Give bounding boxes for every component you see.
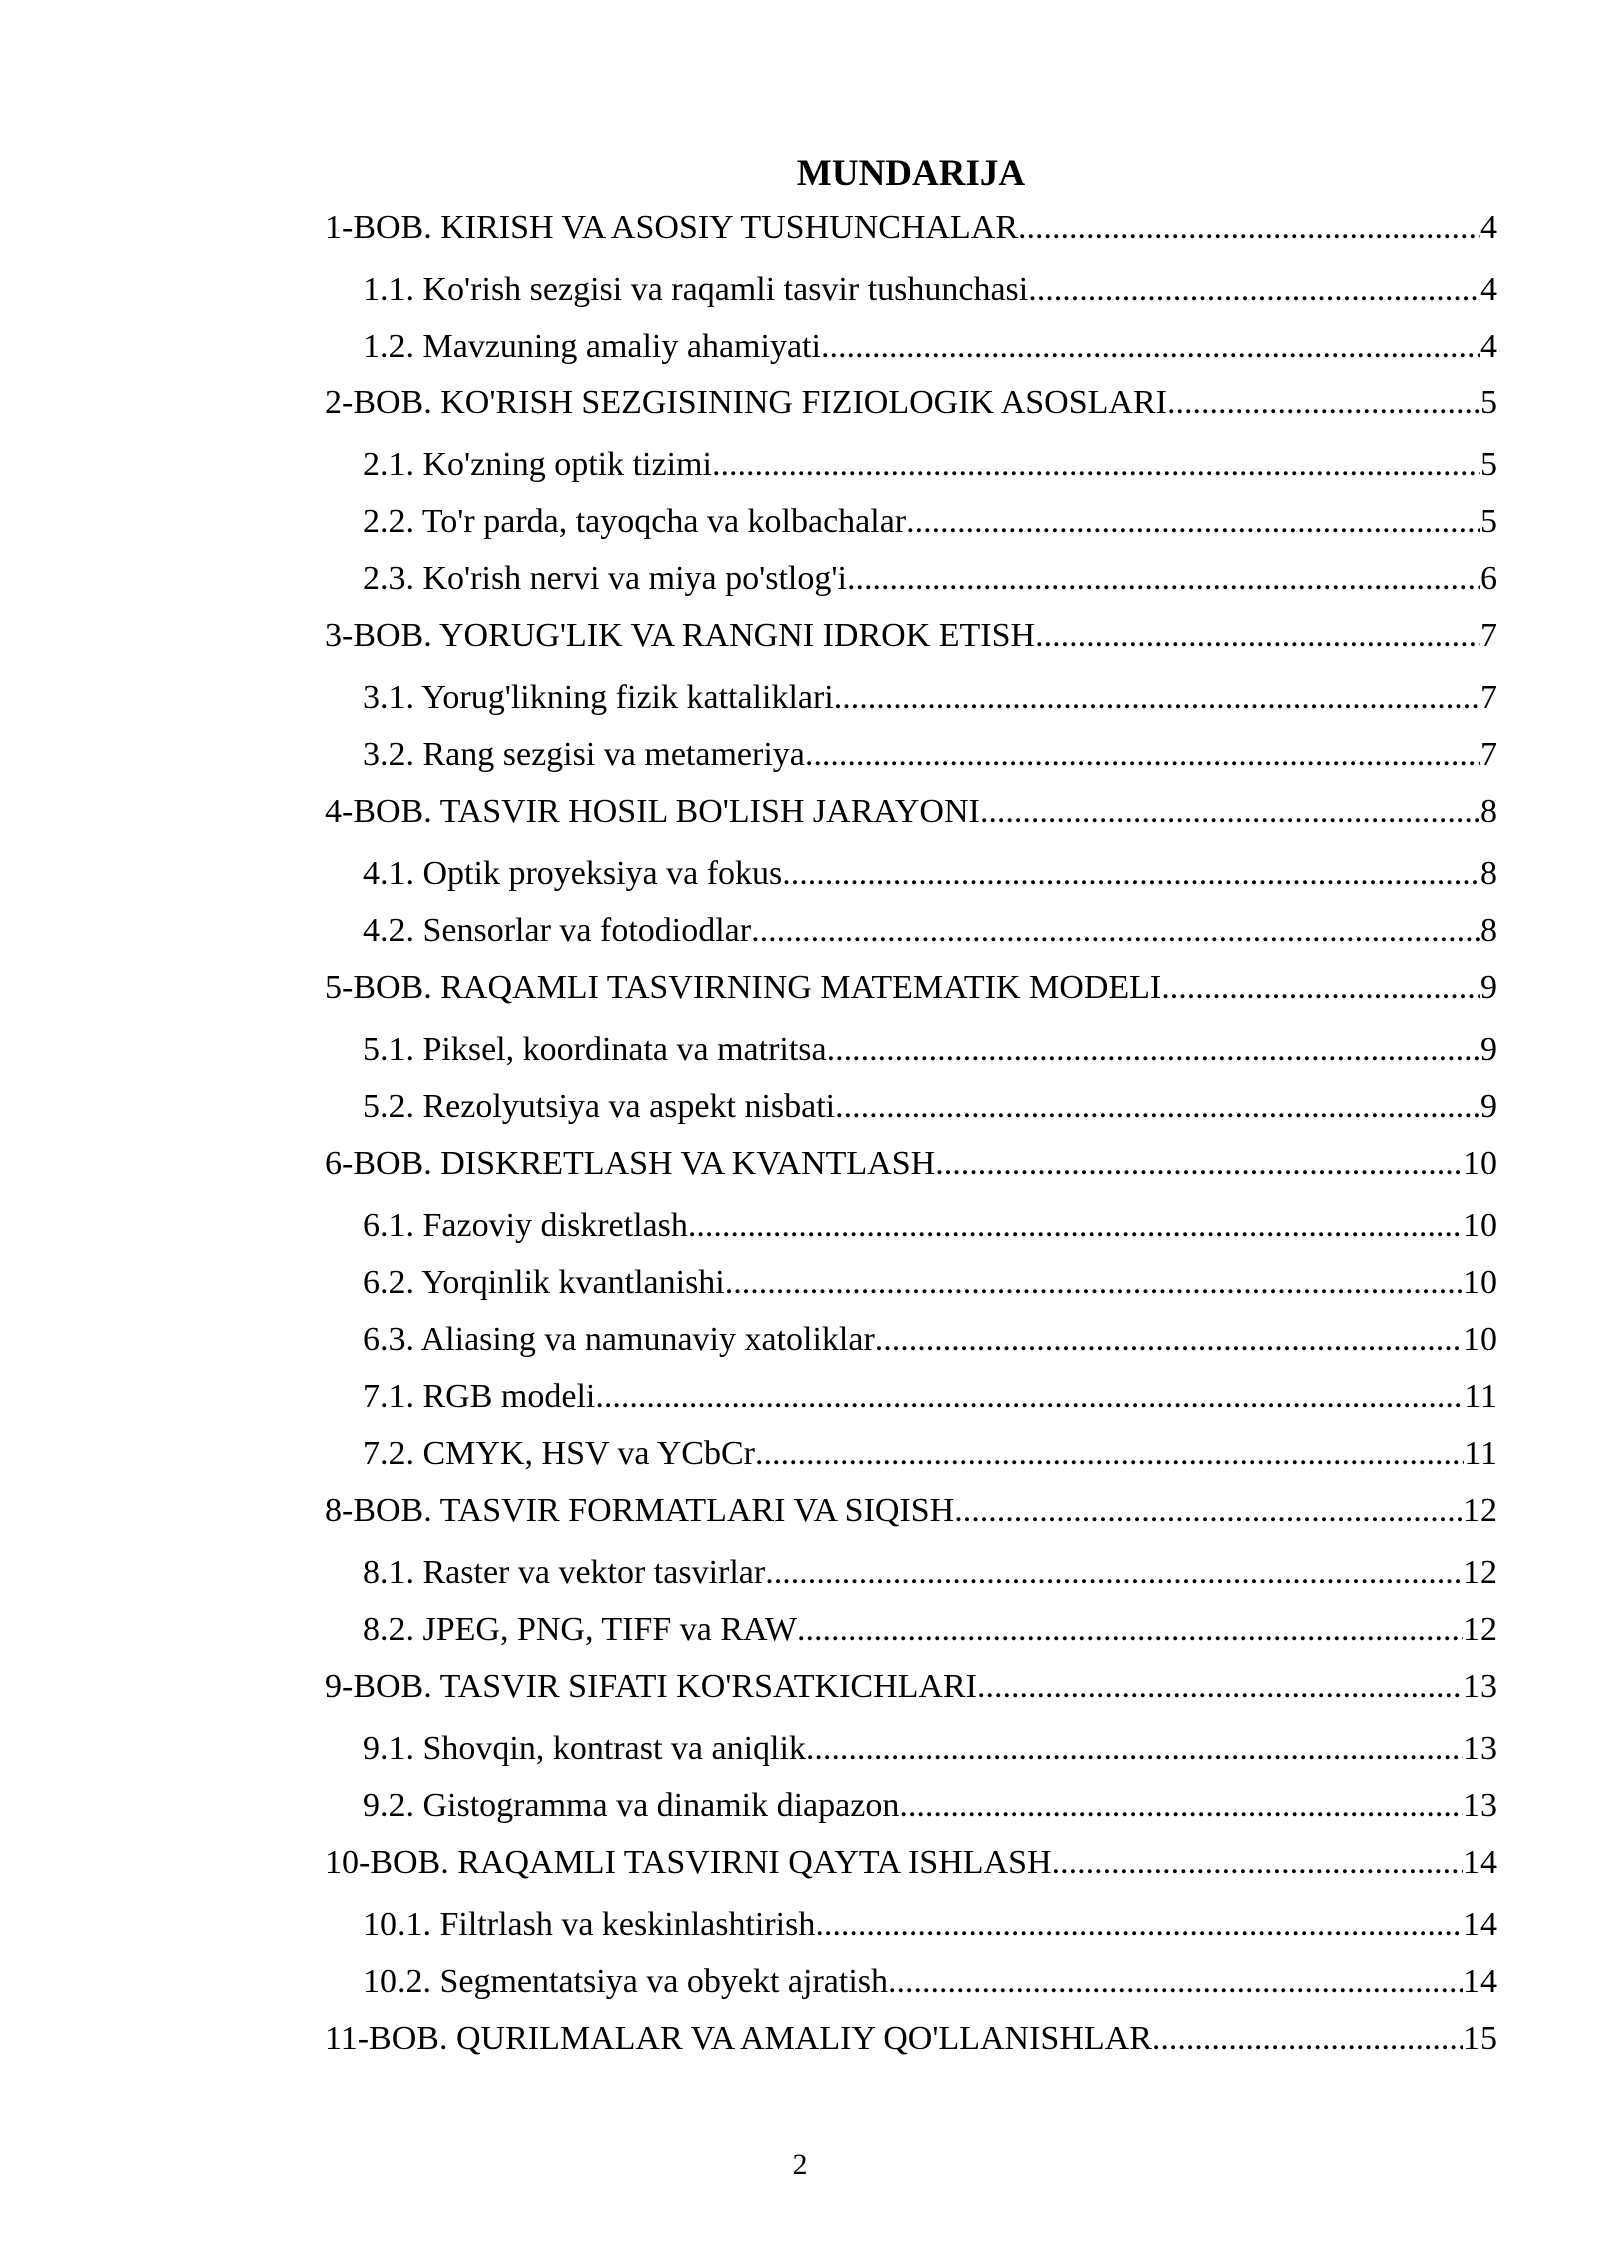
toc-section-entry[interactable] [363,908,1497,954]
toc-chapter-entry[interactable] [325,789,1497,835]
toc-dot-leader [805,732,1480,778]
toc-section-entry[interactable] [363,1550,1497,1596]
toc-dot-leader [688,1203,1463,1249]
toc-entry-page: 13 [1463,1787,1497,1824]
toc-dot-leader [797,1607,1463,1653]
toc-chapter-entry[interactable] [325,1840,1497,1886]
toc-entry-label: 4-BOB. TASVIR HOSIL BO'LISH JARAYONI [325,793,980,830]
toc-entry-label: 9-BOB. TASVIR SIFATI KO'RSATKICHLARI [325,1668,977,1705]
toc-section-entry[interactable] [363,324,1497,370]
toc-dot-leader [1028,267,1480,313]
toc-entry-label: 7.2. CMYK, HSV va YCbCr [363,1435,755,1472]
toc-dot-leader [980,789,1480,835]
toc-entry-page: 10 [1463,1145,1497,1182]
toc-dot-leader [782,851,1480,897]
toc-section-entry[interactable] [363,1317,1497,1363]
toc-entry-page: 14 [1463,1844,1497,1881]
toc-section-entry[interactable] [363,1260,1497,1306]
toc-entry-page: 15 [1463,2020,1497,2057]
toc-entry-page: 11 [1464,1435,1497,1472]
toc-entry-label: 6.2. Yorqinlik kvantlanishi [363,1264,725,1301]
toc-dot-leader [1167,380,1480,426]
toc-entry-page: 10 [1463,1264,1497,1301]
toc-dot-leader [1161,965,1480,1011]
toc-dot-leader [835,1084,1480,1130]
toc-entry-label: 9.2. Gistogramma va dinamik diapazon [363,1787,900,1824]
toc-dot-leader [977,1664,1463,1710]
toc-entry-label: 10.2. Segmentatsiya va obyekt ajratish [363,1963,888,2000]
toc-section-entry[interactable] [363,1027,1497,1073]
toc-title: MUNDARIJA [796,153,1026,194]
toc-entry-label: 8.2. JPEG, PNG, TIFF va RAW [363,1611,797,1648]
toc-entry-label: 2.3. Ko'rish nervi va miya po'stlog'i [363,560,847,597]
toc-entry-page: 9 [1480,969,1497,1006]
toc-entry-label: 10-BOB. RAQAMLI TASVIRNI QAYTA ISHLASH [325,1844,1052,1881]
toc-chapter-entry[interactable] [325,1488,1497,1534]
toc-entry-label: 5-BOB. RAQAMLI TASVIRNING MATEMATIK MODELI [325,969,1162,1006]
toc-entry-label: 1.1. Ko'rish sezgisi va raqamli tasvir tushunchasi [363,271,1029,308]
page-number: 2 [792,2148,808,2181]
toc-entry-page: 6 [1480,560,1497,597]
toc-dot-leader [595,1374,1464,1420]
toc-entry-page: 12 [1463,1611,1497,1648]
toc-entry-page: 5 [1480,384,1497,421]
toc-entry-page: 13 [1463,1668,1497,1705]
toc-section-entry[interactable] [363,851,1497,897]
toc-entry-page: 4 [1480,271,1497,308]
toc-dot-leader [906,499,1480,545]
toc-entry-page: 12 [1463,1492,1497,1529]
toc-entry-page: 4 [1480,328,1497,365]
toc-section-entry[interactable] [363,1374,1497,1420]
toc-chapter-entry[interactable] [325,380,1497,426]
toc-section-entry[interactable] [363,499,1497,545]
toc-section-entry[interactable] [363,267,1497,313]
toc-dot-leader [765,1550,1463,1596]
toc-chapter-entry[interactable] [325,2016,1497,2062]
toc-dot-leader [935,1141,1463,1187]
toc-entry-label: 1-BOB. KIRISH VA ASOSIY TUSHUNCHALAR [325,209,1019,246]
toc-dot-leader [725,1260,1463,1306]
toc-section-entry[interactable] [363,1726,1497,1772]
toc-entry-page: 13 [1463,1730,1497,1767]
toc-entry-page: 11 [1464,1378,1497,1415]
toc-section-entry[interactable] [363,732,1497,778]
toc-dot-leader [899,1783,1463,1829]
toc-entry-label: 8-BOB. TASVIR FORMATLARI VA SIQISH [325,1492,955,1529]
toc-entry-page: 9 [1480,1031,1497,1068]
toc-title-container [325,150,1497,198]
toc-dot-leader [1052,1840,1463,1886]
toc-entry-label: 3-BOB. YORUG'LIK VA RANGNI IDROK ETISH [325,617,1036,654]
toc-entry-label: 11-BOB. QURILMALAR VA AMALIY QO'LLANISHLAR [325,2020,1152,2057]
toc-dot-leader [806,1726,1463,1772]
toc-entry-page: 8 [1480,855,1497,892]
toc-entry-label: 3.1. Yorug'likning fizik kattaliklari [363,679,834,716]
toc-chapter-entry[interactable] [325,1141,1497,1187]
toc-entry-page: 12 [1463,1554,1497,1591]
toc-dot-leader [1152,2016,1463,2062]
toc-entry-page: 5 [1480,503,1497,540]
toc-entry-page: 7 [1480,679,1497,716]
toc-entry-label: 4.2. Sensorlar va fotodiodlar [363,912,752,949]
toc-dot-leader [755,1431,1464,1477]
toc-section-entry[interactable] [363,1902,1497,1948]
toc-section-entry[interactable] [363,1959,1497,2005]
toc-entry-label: 6-BOB. DISKRETLASH VA KVANTLASH [325,1145,936,1182]
toc-entry-label: 8.1. Raster va vektor tasvirlar [363,1554,766,1591]
toc-dot-leader [712,442,1480,488]
toc-entry-label: 1.2. Mavzuning amaliy ahamiyati [363,328,821,365]
toc-section-entry[interactable] [363,1084,1497,1130]
toc-dot-leader [751,908,1480,954]
toc-entry-label: 7.1. RGB modeli [363,1378,596,1415]
toc-dot-leader [827,1027,1480,1073]
toc-dot-leader [834,675,1480,721]
toc-entry-label: 3.2. Rang sezgisi va metameriya [363,736,805,773]
toc-chapter-entry[interactable] [325,1664,1497,1710]
toc-dot-leader [888,1959,1463,2005]
toc-dot-leader [1018,205,1480,251]
toc-chapter-entry[interactable] [325,205,1497,251]
toc-dot-leader [954,1488,1463,1534]
toc-entry-page: 7 [1480,617,1497,654]
toc-dot-leader [821,324,1480,370]
toc-entry-page: 8 [1480,793,1497,830]
toc-entry-label: 2-BOB. KO'RISH SEZGISINING FIZIOLOGIK ASOSLARI [325,384,1167,421]
toc-entry-page: 14 [1463,1963,1497,2000]
toc-entry-page: 10 [1463,1207,1497,1244]
toc-entry-page: 8 [1480,912,1497,949]
toc-entry-label: 10.1. Filtrlash va keskinlashtirish [363,1906,816,1943]
toc-entry-label: 6.1. Fazoviy diskretlash [363,1207,688,1244]
toc-entry-page: 14 [1463,1906,1497,1943]
toc-entry-page: 9 [1480,1088,1497,1125]
toc-dot-leader [875,1317,1463,1363]
toc-entry-label: 5.2. Rezolyutsiya va aspekt nisbati [363,1088,836,1125]
toc-entry-label: 5.1. Piksel, koordinata va matritsa [363,1031,827,1068]
toc-entry-page: 5 [1480,446,1497,483]
toc-section-entry[interactable] [363,1431,1497,1477]
toc-dot-leader [1035,613,1480,659]
toc-section-entry[interactable] [363,442,1497,488]
toc-section-entry[interactable] [363,1203,1497,1249]
toc-entry-label: 2.1. Ko'zning optik tizimi [363,446,712,483]
toc-entry-page: 7 [1480,736,1497,773]
toc-entry-label: 6.3. Aliasing va namunaviy xatoliklar [363,1321,875,1358]
toc-section-entry[interactable] [363,1607,1497,1653]
toc-entry-page: 10 [1463,1321,1497,1358]
toc-entry-label: 4.1. Optik proyeksiya va fokus [363,855,783,892]
toc-entry-label: 9.1. Shovqin, kontrast va aniqlik [363,1730,806,1767]
toc-dot-leader [847,556,1480,602]
toc-entry-page: 4 [1480,209,1497,246]
toc-chapter-entry[interactable] [325,613,1497,659]
toc-dot-leader [815,1902,1463,1948]
toc-section-entry[interactable] [363,556,1497,602]
toc-chapter-entry[interactable] [325,965,1497,1011]
toc-entry-label: 2.2. To'r parda, tayoqcha va kolbachalar [363,503,907,540]
toc-section-entry[interactable] [363,675,1497,721]
toc-section-entry[interactable] [363,1783,1497,1829]
